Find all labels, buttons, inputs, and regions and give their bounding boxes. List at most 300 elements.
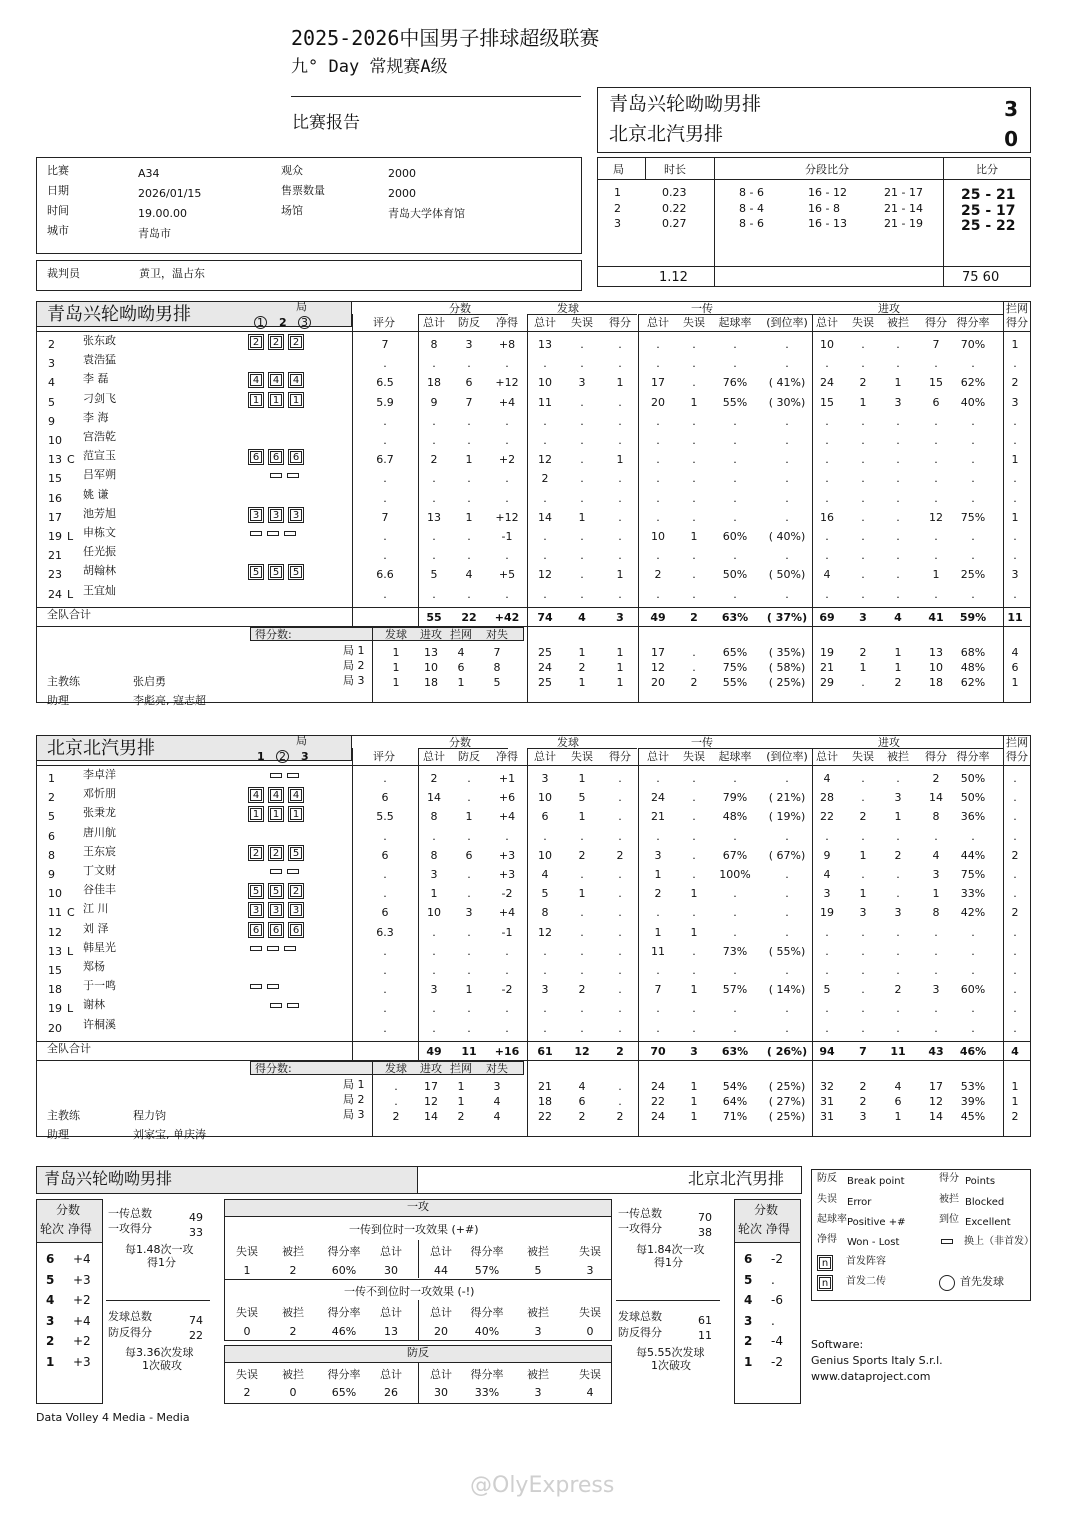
- player-stat: 1: [578, 510, 586, 524]
- team-total-stat: ( 37%): [766, 610, 808, 624]
- sideout-head-cell: 被拦: [527, 1245, 549, 1258]
- player-stat: .: [580, 829, 584, 843]
- col-head-group: 拦网: [1006, 736, 1028, 749]
- player-stat: .: [692, 376, 696, 390]
- player-stat: 70%: [960, 338, 986, 351]
- set-stat: 64%: [722, 1094, 748, 1108]
- player-stat: +4: [498, 395, 516, 409]
- player-stat: .: [656, 829, 660, 843]
- player-stat: 1: [690, 395, 698, 409]
- set-row-label: 局 3: [343, 673, 365, 687]
- rule: [638, 748, 812, 749]
- player-stat: .: [692, 491, 696, 505]
- player-stat: .: [971, 453, 975, 467]
- set-stat: 2: [1011, 1109, 1019, 1123]
- player-stat: .: [467, 791, 471, 805]
- legend-desc: Blocked: [965, 1197, 1005, 1208]
- rule: [418, 1240, 419, 1278]
- player-stat: .: [1013, 549, 1017, 563]
- player-stat: .: [505, 964, 509, 977]
- player-stat: .: [467, 530, 471, 543]
- player-stat: .: [656, 434, 660, 447]
- transition-head-cell: 被拦: [282, 1368, 304, 1381]
- player-stat: .: [971, 944, 975, 958]
- serve-total-label: 发球总数: [618, 1310, 662, 1323]
- player-stat: 1: [465, 983, 473, 997]
- set-stat: 21: [538, 1079, 552, 1093]
- set-points: 2: [392, 1109, 400, 1123]
- rotation-number: 2: [744, 1334, 753, 1348]
- referee-box: [36, 260, 582, 291]
- set-stat: ( 27%): [768, 1094, 806, 1108]
- player-name: 王宜灿: [83, 583, 116, 597]
- col-head-group: 发球: [557, 736, 579, 749]
- player-stat: .: [825, 829, 829, 843]
- rule: [638, 314, 639, 629]
- player-role: C: [67, 453, 75, 467]
- set-stat: 65%: [722, 645, 748, 659]
- player-stat: .: [934, 434, 938, 447]
- first-serve-set-mark: 1: [254, 316, 267, 329]
- set-stat: 17: [929, 1079, 943, 1093]
- points-label: 得分数:: [255, 1061, 292, 1075]
- player-stat: .: [825, 964, 829, 977]
- player-stat: .: [1013, 791, 1017, 805]
- player-stat: .: [785, 925, 789, 939]
- player-stat: 42%: [960, 906, 986, 920]
- player-stat: .: [543, 414, 547, 428]
- away-team-name: 北京北汽男排: [609, 123, 724, 145]
- transition-cell: 30: [434, 1386, 448, 1399]
- rotation-subtitle: 轮次 净得: [40, 1222, 92, 1236]
- player-stat: .: [971, 1002, 975, 1016]
- player-stat: ( 40%): [768, 530, 806, 543]
- col-head-group: 发球: [557, 302, 579, 315]
- info-value: A34: [138, 167, 160, 180]
- set-points: 8: [493, 660, 501, 674]
- set-points: 1: [392, 645, 400, 659]
- player-stat: .: [467, 472, 471, 486]
- player-stat: 1: [894, 810, 902, 824]
- col-subhead: 起球率: [718, 316, 752, 329]
- sideout-bad-cell: 3: [534, 1325, 542, 1338]
- sideout-good-cell: 5: [534, 1264, 542, 1277]
- player-stat: 5: [541, 887, 549, 901]
- player-stat: .: [1013, 434, 1017, 447]
- set-stat: 1: [1011, 1079, 1019, 1093]
- sideout-head-cell: 失误: [579, 1306, 601, 1319]
- team-total-stat: 55: [426, 610, 442, 624]
- player-stat: .: [580, 395, 584, 409]
- col-head-group: 得分: [1006, 750, 1028, 763]
- transition-head-cell: 失误: [236, 1368, 258, 1381]
- set-stat: 54%: [722, 1079, 748, 1093]
- set-stat: 24: [651, 1109, 665, 1123]
- player-stat: .: [505, 587, 509, 601]
- player-stat: +4: [498, 810, 516, 824]
- player-stat: .: [505, 491, 509, 505]
- player-stat: ( 55%): [768, 944, 806, 958]
- set-row-label: 局 2: [343, 658, 365, 672]
- breakpoint-points: 22: [189, 1329, 203, 1342]
- player-stat: +12: [495, 510, 519, 524]
- player-stat: .: [580, 453, 584, 467]
- player-stat: .: [934, 925, 938, 939]
- player-stat: .: [618, 1021, 622, 1035]
- player-stat: 8: [541, 906, 549, 920]
- player-stat: .: [825, 530, 829, 543]
- player-stat: .: [618, 791, 622, 805]
- transition-cell: 65%: [331, 1386, 357, 1399]
- player-stat: .: [785, 549, 789, 563]
- set-duration: 0.23: [662, 186, 687, 199]
- player-stat: .: [785, 510, 789, 524]
- player-stat: .: [896, 414, 900, 428]
- lineup-zone-box: 3: [270, 509, 282, 521]
- player-stat: .: [733, 887, 737, 901]
- legend-desc: 首发阵容: [846, 1256, 886, 1267]
- team-name: 青岛兴轮呦呦男排: [47, 304, 191, 325]
- player-stat: .: [618, 587, 622, 601]
- player-stat: 6: [541, 810, 549, 824]
- player-stat: .: [692, 1021, 696, 1035]
- player-stat: 4: [823, 568, 831, 582]
- col-subhead: 得分: [609, 316, 631, 329]
- player-stat: 3: [859, 906, 867, 920]
- player-stat: .: [861, 414, 865, 428]
- player-stat: .: [971, 357, 975, 371]
- sideout-head-cell: 总计: [430, 1306, 452, 1319]
- player-stat: .: [861, 1002, 865, 1016]
- reception-total: 49: [189, 1211, 203, 1224]
- player-stat: .: [618, 530, 622, 543]
- break-rate: 1次破攻: [142, 1359, 182, 1372]
- player-rating: .: [383, 530, 387, 543]
- player-stat: .: [861, 491, 865, 505]
- rotation-net: +3: [73, 1354, 91, 1369]
- set-stat: 10: [929, 660, 943, 674]
- transition-head-cell: 得分率: [327, 1368, 361, 1381]
- set-row-label: 局 1: [343, 1077, 365, 1091]
- player-stat: .: [934, 530, 938, 543]
- player-stat: 8: [430, 338, 438, 351]
- player-stat: .: [825, 357, 829, 371]
- player-stat: .: [971, 434, 975, 447]
- player-stat: .: [580, 944, 584, 958]
- sideout-points: 33: [189, 1226, 203, 1239]
- player-stat: 2: [894, 848, 902, 862]
- player-stat: 8: [430, 810, 438, 824]
- player-stat: .: [580, 549, 584, 563]
- set-stat: .: [861, 675, 865, 689]
- player-stat: 1: [616, 568, 624, 582]
- transition-cell: 26: [384, 1386, 398, 1399]
- team-total-stat: 94: [819, 1044, 835, 1058]
- player-stat: .: [618, 925, 622, 939]
- points-head: 进攻: [420, 1061, 442, 1075]
- player-stat: 6: [465, 848, 473, 862]
- player-stat: .: [1013, 530, 1017, 543]
- player-stat: ( 14%): [768, 983, 806, 997]
- player-stat: .: [896, 1002, 900, 1016]
- rule: [943, 157, 944, 287]
- col-subhead: 失误: [852, 316, 874, 329]
- player-stat: ( 21%): [768, 791, 806, 805]
- player-rating: 5.9: [376, 395, 394, 409]
- player-stat: 10: [427, 906, 441, 920]
- col-head: 评分: [373, 316, 395, 329]
- legend-desc: Excellent: [965, 1217, 1011, 1228]
- player-stat: .: [825, 587, 829, 601]
- player-stat: .: [934, 357, 938, 371]
- player-stat: .: [432, 829, 436, 843]
- player-stat: 4: [823, 868, 831, 881]
- set-stat: 1: [616, 645, 624, 659]
- player-stat: .: [580, 414, 584, 428]
- lineup-zone-box: 1: [270, 808, 282, 820]
- player-number: 6: [48, 829, 55, 843]
- player-stat: 6: [465, 376, 473, 390]
- rotation-net: -2: [771, 1252, 783, 1266]
- player-stat: 50%: [960, 772, 986, 785]
- set-stat: 4: [578, 1079, 586, 1093]
- player-stat: .: [861, 868, 865, 881]
- player-stat: 22: [820, 810, 834, 824]
- player-stat: .: [861, 549, 865, 563]
- col-subhead: 得分: [925, 316, 947, 329]
- player-stat: .: [934, 1021, 938, 1035]
- set-points: 1: [392, 660, 400, 674]
- substitute-mark: [267, 531, 279, 536]
- legend-desc: Won - Lost: [847, 1237, 900, 1248]
- sideout-good-cell: 30: [384, 1264, 398, 1277]
- info-value: 青岛大学体育馆: [388, 207, 465, 220]
- player-stat: 55%: [722, 395, 748, 409]
- player-stat: 15: [820, 395, 834, 409]
- player-stat: 1: [616, 453, 624, 467]
- set-points: 7: [493, 645, 501, 659]
- set-stat: 1: [616, 675, 624, 689]
- player-stat: .: [733, 414, 737, 428]
- sideout-good-cell: 3: [586, 1264, 594, 1277]
- sideout-good-cell: 60%: [331, 1264, 357, 1277]
- player-stat: .: [543, 434, 547, 447]
- player-stat: .: [618, 944, 622, 958]
- player-stat: .: [692, 357, 696, 371]
- set-stat: 2: [894, 675, 902, 689]
- set-points: 13: [424, 645, 438, 659]
- player-stat: .: [896, 472, 900, 486]
- rotation-net: +3: [73, 1272, 91, 1287]
- legend-desc: Break point: [847, 1176, 905, 1187]
- rule: [812, 1061, 813, 1137]
- set-stat: 31: [820, 1094, 834, 1108]
- player-stat: .: [861, 964, 865, 977]
- player-stat: .: [825, 434, 829, 447]
- set-stat: ( 25%): [768, 675, 806, 689]
- player-stat: 2: [578, 848, 586, 862]
- total-duration: 1.12: [659, 270, 688, 285]
- player-stat: .: [505, 434, 509, 447]
- rule: [645, 157, 646, 179]
- lineup-zone-box: 4: [290, 374, 302, 386]
- set-points: 5: [493, 675, 501, 689]
- lineup-zone-box: 6: [290, 451, 302, 463]
- player-stat: .: [580, 530, 584, 543]
- player-stat: .: [580, 357, 584, 371]
- player-stat: .: [861, 530, 865, 543]
- col-head-group: 进攻: [878, 736, 900, 749]
- player-name: 申栋文: [83, 526, 116, 539]
- col-head-group: 一传: [691, 736, 713, 749]
- player-stat: .: [580, 568, 584, 582]
- player-stat: .: [1013, 925, 1017, 939]
- set-points: .: [394, 1079, 398, 1093]
- col-subhead: 起球率: [718, 750, 752, 763]
- first-serve-legend-icon: [939, 1275, 955, 1291]
- info-key: 时间: [47, 204, 69, 217]
- lineup-zone-box: 5: [290, 566, 302, 578]
- player-role: L: [67, 944, 74, 958]
- transition-head-cell: 总计: [380, 1368, 402, 1381]
- rule: [1003, 627, 1004, 703]
- col-head-ju: 局: [296, 300, 307, 313]
- col-head-group: 分数: [449, 302, 471, 315]
- player-stat: .: [505, 944, 509, 958]
- player-stat: .: [692, 810, 696, 824]
- set-stat: .: [692, 645, 696, 659]
- player-stat: .: [543, 357, 547, 371]
- player-stat: 33%: [960, 887, 986, 901]
- player-number: 15: [48, 472, 62, 486]
- set-points: 3: [493, 1079, 501, 1093]
- lineup-zone-box: 6: [250, 451, 262, 463]
- player-stat: 36%: [960, 810, 986, 824]
- player-stat: .: [971, 472, 975, 486]
- player-stat: 2: [1011, 906, 1019, 920]
- player-stat: 1: [654, 868, 662, 881]
- col-subhead: 防反: [458, 750, 480, 763]
- set-stat: 2: [690, 675, 698, 689]
- player-stat: .: [861, 510, 865, 524]
- set-points: 4: [457, 645, 465, 659]
- player-stat: 28: [820, 791, 834, 805]
- player-stat: 1: [616, 376, 624, 390]
- player-number: 10: [48, 434, 62, 447]
- serve-total: 61: [698, 1314, 712, 1327]
- player-stat: .: [467, 491, 471, 505]
- sideout-points-label: 一攻得分: [108, 1222, 152, 1235]
- player-stat: .: [618, 906, 622, 920]
- set-stat: 2: [578, 1109, 586, 1123]
- rule: [616, 1300, 720, 1301]
- set-stat: 71%: [722, 1109, 748, 1123]
- player-name: 谢林: [83, 998, 105, 1012]
- player-stat: .: [825, 491, 829, 505]
- player-stat: .: [543, 964, 547, 977]
- set-stat: 1: [690, 1079, 698, 1093]
- player-stat: .: [934, 1002, 938, 1016]
- player-stat: -2: [501, 887, 513, 901]
- legend-desc: Positive +#: [847, 1217, 906, 1228]
- player-name: 任光振: [83, 545, 116, 559]
- total-label: 全队合计: [47, 607, 91, 621]
- team-total-stat: 49: [650, 610, 666, 624]
- player-stat: 1: [894, 376, 902, 390]
- player-stat: .: [861, 1021, 865, 1035]
- team-name: 北京北汽男排: [47, 738, 155, 759]
- player-name: 唐川航: [83, 825, 116, 839]
- lineup-zone-box: 4: [290, 789, 302, 801]
- set-partial: 16 - 8: [808, 202, 840, 215]
- set-stat: 6: [894, 1094, 902, 1108]
- player-stat: 3: [894, 791, 902, 805]
- team-total-stat: 70: [650, 1044, 666, 1058]
- player-name: 姚 谦: [83, 487, 109, 501]
- transition-cell: 33%: [474, 1386, 500, 1399]
- rotation-net: -4: [771, 1334, 783, 1348]
- player-stat: .: [618, 414, 622, 428]
- player-rating: .: [383, 1021, 387, 1035]
- coach-label: 主教练: [47, 1108, 80, 1122]
- set-mark: 1: [257, 750, 265, 763]
- set-points: 1: [457, 675, 465, 689]
- transition-cell: 4: [586, 1386, 594, 1399]
- player-stat: .: [1013, 810, 1017, 824]
- lineup-zone-box: 3: [250, 509, 262, 521]
- rule: [638, 314, 812, 315]
- col-head-group: 进攻: [878, 302, 900, 315]
- set-stat: 6: [1011, 660, 1019, 674]
- player-stat: 48%: [722, 810, 748, 824]
- substitute-mark: [250, 531, 262, 536]
- set-stat: 2: [578, 660, 586, 674]
- lineup-zone-box: 1: [270, 394, 282, 406]
- rotation-number: 5: [744, 1272, 753, 1287]
- player-number: 10: [48, 887, 62, 901]
- col-head-group: 一传: [691, 302, 713, 315]
- transition-head-cell: 被拦: [527, 1368, 549, 1381]
- col-head: 评分: [373, 750, 395, 763]
- set-partial: 8 - 4: [739, 202, 764, 215]
- sideout-bad-cell: 40%: [474, 1325, 500, 1338]
- player-stat: .: [692, 868, 696, 881]
- points-head: 对失: [486, 1061, 508, 1075]
- player-stat: .: [825, 453, 829, 467]
- player-stat: .: [618, 472, 622, 486]
- team-total-stat: 4: [894, 610, 902, 624]
- player-stat: 100%: [719, 868, 751, 881]
- sideout-good-cell: 1: [243, 1264, 251, 1277]
- player-stat: .: [785, 829, 789, 843]
- transition-cell: 3: [534, 1386, 542, 1399]
- set-score: 25 - 22: [961, 218, 1016, 234]
- points-head: 发球: [385, 627, 407, 641]
- team-total-stat: 3: [690, 1044, 698, 1058]
- col-subhead: 总计: [647, 750, 669, 763]
- player-stat: .: [467, 925, 471, 939]
- set-stat: 22: [538, 1109, 552, 1123]
- info-key: 城市: [47, 224, 69, 237]
- software-name: Genius Sports Italy S.r.l.: [811, 1354, 943, 1367]
- sideout-title: 一攻: [407, 1200, 429, 1213]
- player-stat: .: [692, 848, 696, 862]
- player-stat: +8: [498, 338, 516, 351]
- sideout-rate: 得1分: [654, 1256, 683, 1269]
- player-stat: .: [785, 434, 789, 447]
- player-stat: 3: [1011, 395, 1019, 409]
- player-stat: .: [692, 587, 696, 601]
